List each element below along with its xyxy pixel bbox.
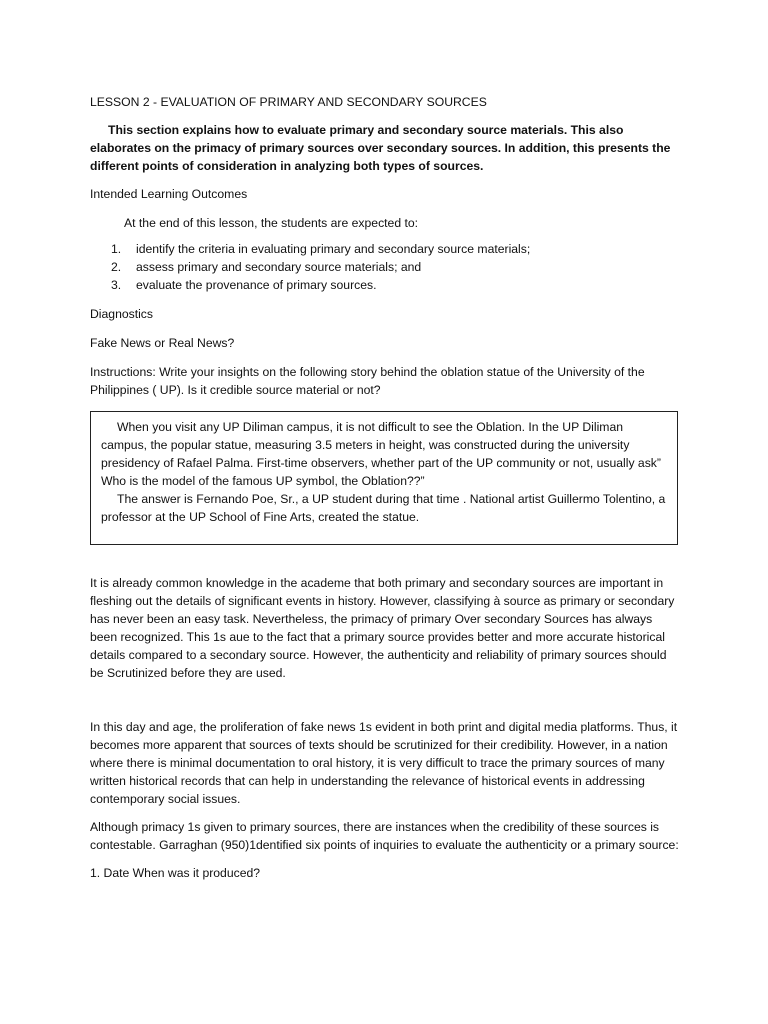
diagnostics-heading: Diagnostics [90,307,153,321]
list-item [90,240,682,258]
lesson-intro: This section explains how to evaluate primary and secondary source materials. This also elaborates on the primacy of primary sources over secondary sources. In addition, this presents the different points of consideration in analyzing both types of sources. [90,123,671,173]
body-paragraph: It is already common knowledge in the academe that both primary and secondary sources are important in fleshing out the details of significant events in history. However, classifying à source as primary or secondary has never been an easy task. Nevertheless, the primacy of primary Over secondary Sources has always been recognized. This 1s aue to the fact that a primary source provides better and more accurate historical details compared to a secondary source. However, the authenticity and reliability of primary sources should be Scrutinized before they are used. [90,576,675,680]
body-paragraph: In this day and age, the proliferation of fake news 1s evident in both print and digital media platforms. Thus, it becomes more apparent that sources of texts should be scrutinized for their credibility. However, in a nation where there is minimal documentation to oral history, it is very difficult to trace the primary sources of many written historical records that can help in understanding the relevance of historical events in addressing contemporary social issues. [90,720,678,806]
list-item [90,258,682,276]
lesson-title: LESSON 2 - EVALUATION OF PRIMARY AND SECONDARY SOURCES [90,95,487,109]
instructions-text: Write your insights on the following story behind the oblation statue of the University of the Philippines ( UP). Is it credible source material or not? [90,365,645,397]
list-item [90,276,682,294]
list-text: identify the criteria in evaluating primary and secondary source materials; [136,242,531,256]
ilo-lead: At the end of this lesson, the students are expected to: [124,216,419,230]
story-box [90,411,678,545]
instructions [90,363,682,399]
inquiry-point: 1. Date When was it produced? [90,866,261,880]
list-text: assess primary and secondary source materials; and [136,260,422,274]
fake-news-heading: Fake News or Real News? [90,336,235,350]
list-number: 3. [111,278,122,292]
story-paragraph: When you visit any UP Diliman campus, it is not difficult to see the Oblation. In the UP Diliman campus, the popular statue, measuring 3.5 meters in height, was constructed during the university presidency of Rafael Palma. First-time observers, whether part of the UP community or not, usually ask” Who is the model of the famous UP symbol, the Oblation??” [101,420,661,488]
list-number: 2. [111,260,122,274]
outcomes-list [90,240,682,294]
list-number: 1. [111,242,122,256]
body-paragraph: Although primacy 1s given to primary sources, there are instances when the credibility of these sources is contestable. Garraghan (950)1dentified six points of inquiries to evaluate the authenticity or a primary source: [90,820,679,852]
document-page [90,93,682,882]
story-paragraph: The answer is Fernando Poe, Sr., a UP student during that time . National artist Guillermo Tolentino, a professor at the UP School of Fine Arts, created the statue. [101,492,666,524]
list-text: evaluate the provenance of primary sources. [136,278,377,292]
ilo-heading: Intended Learning Outcomes [90,187,248,201]
instructions-label: Instructions: [90,365,156,379]
